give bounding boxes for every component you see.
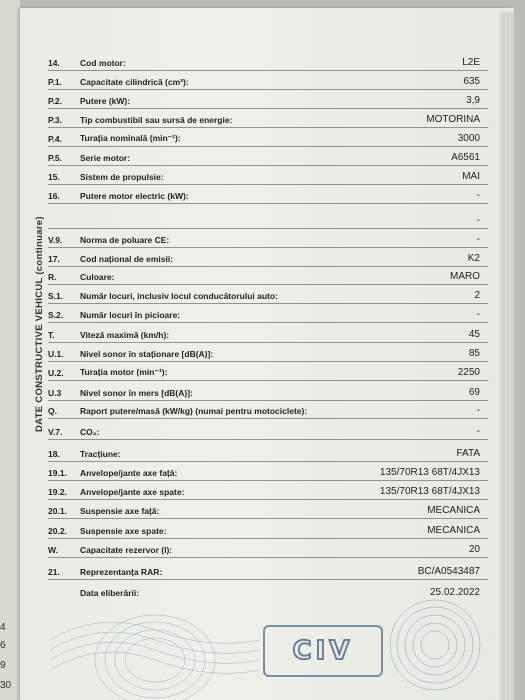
- field-label: Sistem de propulsie:: [80, 172, 164, 182]
- field-label: Turația nominală (min⁻¹):: [80, 133, 181, 143]
- field-row: [48, 443, 488, 462]
- field-label: Suspensie axe spate:: [80, 526, 167, 536]
- field-row: [48, 561, 488, 580]
- field-value: MARO: [450, 271, 480, 282]
- field-code: U.3: [48, 388, 62, 398]
- field-label: Anvelope/jante axe față:: [80, 468, 178, 478]
- field-row: [48, 462, 488, 481]
- field-code: U.1.: [48, 349, 64, 359]
- field-value: 635: [463, 76, 480, 87]
- left-number: 30: [0, 680, 12, 691]
- field-value: 2250: [457, 367, 480, 378]
- field-row: [48, 400, 488, 419]
- field-label: Număr locuri în picioare:: [80, 310, 181, 320]
- field-row: [48, 71, 488, 90]
- field-row: [48, 324, 488, 343]
- field-row: [48, 210, 488, 229]
- field-value: BC/A0543487: [417, 566, 480, 577]
- field-code: R.: [48, 272, 57, 282]
- left-number: 4: [0, 622, 6, 633]
- field-code: 16.: [48, 191, 60, 201]
- field-label: Culoare:: [80, 272, 115, 282]
- field-code: P.1.: [48, 77, 63, 87]
- field-row: [48, 481, 488, 500]
- field-value: -: [476, 405, 480, 416]
- field-row: [48, 52, 488, 71]
- field-label: Putere motor electric (kW):: [80, 191, 189, 201]
- field-label: CO₂:: [80, 427, 100, 437]
- field-code: P.3.: [48, 115, 63, 125]
- field-code: P.4.: [48, 134, 63, 144]
- field-value: -: [476, 234, 480, 245]
- field-label: Capacitate rezervor (l):: [80, 545, 173, 555]
- field-row: [48, 421, 488, 440]
- guilloche-left-seal: [50, 600, 260, 700]
- field-row: [48, 500, 488, 519]
- field-value: -: [476, 190, 480, 201]
- field-row: [48, 166, 488, 185]
- field-row: [48, 285, 488, 304]
- field-label: Nivel sonor în staționare [dB(A)]:: [80, 349, 214, 359]
- field-value: MECANICA: [427, 505, 480, 516]
- field-row: [48, 266, 488, 285]
- field-code: 20.1.: [48, 506, 67, 516]
- field-label: Anvelope/jante axe spate:: [80, 487, 185, 497]
- left-number: 9: [0, 660, 6, 671]
- field-row: [48, 362, 488, 381]
- left-page-strip: [0, 0, 20, 700]
- field-label: Capacitate cilindrică (cm³):: [80, 77, 189, 87]
- field-value: 135/70R13 68T/4JX13: [379, 486, 480, 497]
- field-value: L2E: [462, 57, 480, 68]
- field-value: K2: [467, 253, 480, 264]
- field-row: [48, 248, 488, 267]
- field-label: Suspensie axe față:: [80, 506, 160, 516]
- field-value: -: [476, 426, 480, 437]
- civ-stamp: [263, 625, 383, 677]
- field-value: A6561: [451, 152, 480, 163]
- field-label: Raport putere/masă (kW/kg) (numai pentru motociclete):: [80, 406, 308, 416]
- field-code: V.9.: [48, 235, 63, 245]
- field-code: 20.2.: [48, 526, 67, 536]
- page-edge: [500, 12, 514, 700]
- field-code: P.2.: [48, 96, 63, 106]
- field-row: [48, 382, 488, 401]
- field-row: [48, 109, 488, 128]
- field-label: Tracțiune:: [80, 449, 121, 459]
- field-code: S.2.: [48, 310, 64, 320]
- field-value: MOTORINA: [426, 114, 480, 125]
- field-code: 19.1.: [48, 468, 67, 478]
- field-value: 135/70R13 68T/4JX13: [379, 467, 480, 478]
- field-row: [48, 343, 488, 362]
- field-label: Viteză maximă (km/h):: [80, 330, 170, 340]
- field-value: 85: [468, 348, 480, 359]
- field-label: Cod motor:: [80, 58, 126, 68]
- field-code: T.: [48, 330, 55, 340]
- field-value: 45: [468, 329, 480, 340]
- field-row: [48, 128, 488, 147]
- field-value: MECANICA: [427, 525, 480, 536]
- field-row: [48, 185, 488, 204]
- field-label: Nivel sonor în mers [dB(A)]:: [80, 388, 193, 398]
- field-code: 15.: [48, 172, 60, 182]
- field-value: 2: [474, 290, 480, 301]
- field-value: MAI: [462, 171, 480, 182]
- field-row: [48, 520, 488, 539]
- field-value: FATA: [456, 448, 480, 459]
- field-code: P.5.: [48, 153, 63, 163]
- guilloche-right-seal: [385, 595, 485, 695]
- field-value: 25.02.2022: [429, 587, 480, 598]
- field-label: Turația motor (min⁻¹):: [80, 367, 168, 377]
- side-title: DATE CONSTRUCTIVE VEHICUL (continuare): [34, 216, 45, 432]
- field-label: Reprezentanța RAR:: [80, 567, 163, 577]
- field-code: 14.: [48, 58, 60, 68]
- field-code: V.7.: [48, 427, 63, 437]
- field-row: [48, 229, 488, 248]
- field-value: 20: [468, 544, 480, 555]
- field-code: 17.: [48, 254, 60, 264]
- field-code: 18.: [48, 449, 60, 459]
- field-code: 19.2.: [48, 487, 67, 497]
- stamp-text: CIV: [292, 636, 354, 666]
- field-row: [48, 304, 488, 323]
- field-value: -: [476, 215, 480, 226]
- field-row: [48, 90, 488, 109]
- field-code: S.1.: [48, 291, 64, 301]
- field-label: Tip combustibil sau sursă de energie:: [80, 115, 233, 125]
- field-value: 3,9: [466, 95, 480, 106]
- field-code: W.: [48, 545, 58, 555]
- field-label: Serie motor:: [80, 153, 131, 163]
- field-value: 3000: [457, 133, 480, 144]
- field-row: [48, 539, 488, 558]
- field-label: Număr locuri, inclusiv locul conducătorului auto:: [80, 291, 278, 301]
- field-label: Data eliberării:: [80, 588, 140, 598]
- field-row: [48, 147, 488, 166]
- field-value: 69: [468, 387, 480, 398]
- field-label: Norma de poluare CE:: [80, 235, 170, 245]
- field-label: Putere (kW):: [80, 96, 131, 106]
- field-code: Q.: [48, 406, 57, 416]
- field-code: U.2.: [48, 368, 64, 378]
- field-code: 21.: [48, 567, 60, 577]
- field-label: Cod național de emisii:: [80, 254, 174, 264]
- left-number: 6: [0, 640, 6, 651]
- field-value: -: [476, 309, 480, 320]
